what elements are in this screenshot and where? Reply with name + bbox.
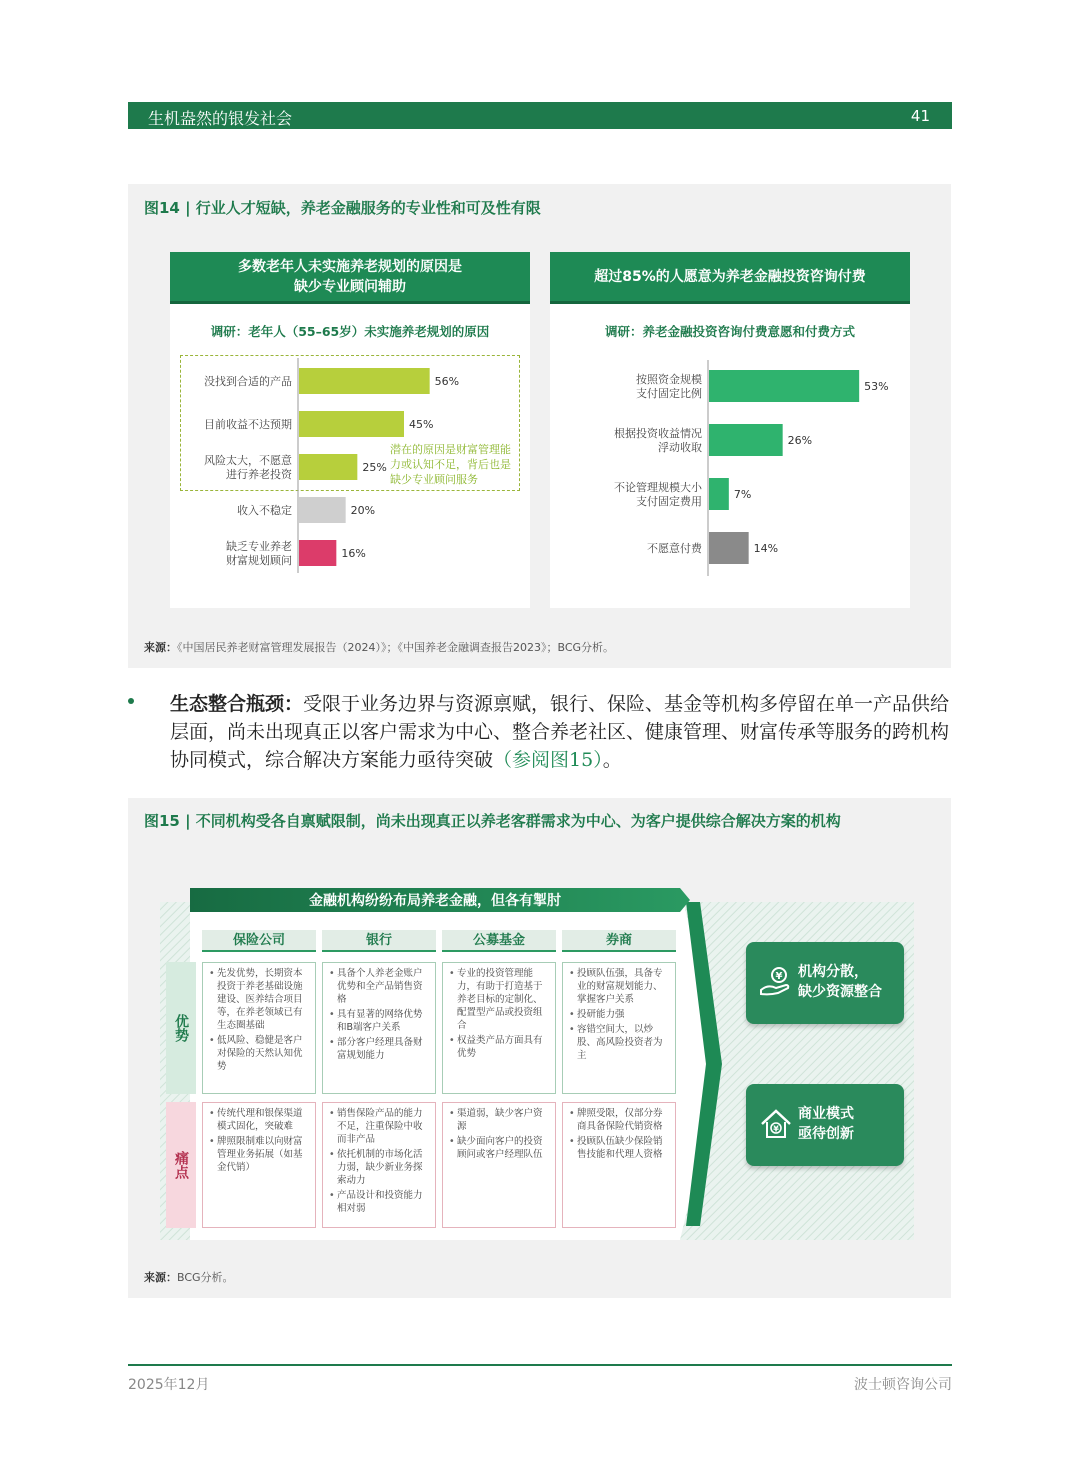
outcome-1-line1: 机构分散， <box>798 964 868 980</box>
fig14-source-text: 《中国居民养老财富管理发展报告（2024）》；《中国养老金融调查报告2023》；BCG分析。 <box>177 641 615 654</box>
cell-bullet-item: • 先发优势，长期资本投资于养老基础设施建设、医养结合项目等，在养老领域已有生态圈基础 <box>209 967 311 1032</box>
bullet-lead: 生态整合瓶颈： <box>170 693 304 715</box>
bar-value-label: 26% <box>787 434 813 447</box>
cell-bullet-item: • 投顾队伍缺少保险销售技能和代理人资格 <box>569 1135 671 1161</box>
outcome-1-line2: 缺少资源整合 <box>798 984 882 1000</box>
fig14-right-subtitle: 调研：养老金融投资咨询付费意愿和付费方式 <box>604 324 855 339</box>
bar-value-label: 14% <box>753 542 779 555</box>
advantage-cell-insurance <box>202 962 316 1094</box>
fig14-annotation: 潜在的原因是财富管理能力或认知不足，背后也是缺少专业顾问服务 <box>390 443 511 486</box>
bar-category-label: 不愿意付费 <box>647 542 702 555</box>
hand-coin-icon <box>758 964 794 1006</box>
row-label-pain-points <box>166 1102 196 1228</box>
cell-bullet-item: • 渠道弱，缺少客户资源 <box>449 1107 551 1133</box>
bar-category-label: 浮动收取 <box>658 441 702 454</box>
advantage-cell-securities <box>562 962 676 1094</box>
bar-value-label: 25% <box>362 461 387 474</box>
svg-text:¥: ¥ <box>773 1124 779 1134</box>
bar-category-label: 缺乏专业养老 <box>226 540 292 553</box>
cell-bullet-item: • 销售保险产品的能力不足，注重保险中收而非产品 <box>329 1107 431 1146</box>
pain-point-cell-mutual-fund <box>442 1102 556 1228</box>
cell-bullet-item: • 部分客户经理具备财富规划能力 <box>329 1036 431 1062</box>
footer-company: 波士顿咨询公司 <box>854 1377 952 1393</box>
bar-value-label: 53% <box>864 380 889 393</box>
column-header-securities: 券商 <box>562 930 676 952</box>
fig14-left-subtitle: 调研：老年人（55–65岁）未实施养老规划的原因 <box>210 324 490 339</box>
cell-bullet-item: • 容错空间大，以炒股、高风险投资者为主 <box>569 1023 671 1062</box>
bar-category-label: 目前收益不达预期 <box>204 418 292 431</box>
outcome-2-line1: 商业模式 <box>798 1106 854 1122</box>
bar-category-label: 没找到合适的产品 <box>204 375 292 388</box>
cell-bullet-item: • 投顾队伍强，具备专业的财富规划能力、掌握客户关系 <box>569 967 671 1006</box>
fig15-source-text: BCG分析。 <box>177 1271 234 1284</box>
pain-point-cell-securities <box>562 1102 676 1228</box>
cell-bullet-item: • 投研能力强 <box>569 1008 671 1021</box>
row-label-advantages-text: 优势 <box>173 1014 189 1042</box>
fig14-right-header-text: 超过85%的人愿意为养老金融投资咨询付费 <box>594 268 866 285</box>
bar-category-label: 支付固定比例 <box>636 387 702 400</box>
figure-15-reference-link[interactable]: （参阅图15） <box>493 749 603 771</box>
column-header-mutual-fund: 公募基金 <box>442 930 556 952</box>
cell-bullet-item: • 依托机制的市场化活力弱，缺少新业务探索动力 <box>329 1148 431 1187</box>
fig14-left-header-line1: 多数老年人未实施养老规划的原因是 <box>238 258 462 275</box>
cell-bullet-item: • 牌照限制难以向财富管理业务拓展（如基金代销） <box>209 1135 311 1174</box>
pain-point-cell-bank <box>322 1102 436 1228</box>
advantage-cell-bank <box>322 962 436 1094</box>
outcome-2-text <box>798 1104 898 1144</box>
column-header-bank: 银行 <box>322 930 436 952</box>
figure-14-title: 图14 | 行业人才短缺，养老金融服务的专业性和可及性有限 <box>144 199 541 217</box>
fig15-source-label: 来源： <box>144 1271 177 1284</box>
bar-category-label: 按照资金规模 <box>636 373 702 386</box>
header-title: 生机盎然的银发社会 <box>148 109 293 128</box>
fig14-left-header-line2: 缺少专业顾问辅助 <box>294 278 406 295</box>
outcome-card-business-model <box>746 1084 904 1166</box>
cell-bullet-item: • 低风险、稳健是客户对保险的天然认知优势 <box>209 1034 311 1073</box>
bar-value-label: 45% <box>409 418 434 431</box>
column-header-insurance: 保险公司 <box>202 930 316 952</box>
footer-date: 2025年12月 <box>128 1377 210 1393</box>
cell-bullet-item: • 权益类产品方面具有优势 <box>449 1034 551 1060</box>
bar-category-label: 不论管理规模大小 <box>614 481 702 494</box>
cell-bullet-item: • 牌照受限，仅部分券商具备保险代销资格 <box>569 1107 671 1133</box>
outcome-card-fragmented <box>746 942 904 1024</box>
bullet-end: 。 <box>602 749 622 771</box>
figure-15-title: 图15 | 不同机构受各自禀赋限制，尚未出现真正以养老客群需求为中心、为客户提供综合解决方案的机构 <box>144 812 841 830</box>
house-coin-icon <box>758 1106 794 1148</box>
cell-bullet-item: • 具有显著的网络优势和B端客户关系 <box>329 1008 431 1034</box>
pain-point-cell-insurance <box>202 1102 316 1228</box>
page-number: 41 <box>910 107 930 125</box>
bar-category-label: 进行养老投资 <box>226 468 292 481</box>
bar-category-label: 风险太大，不愿意 <box>204 454 292 467</box>
cell-bullet-item: • 传统代理和银保渠道模式固化，突破难 <box>209 1107 311 1133</box>
svg-text:¥: ¥ <box>775 971 783 982</box>
bar-value-label: 20% <box>350 504 376 517</box>
bullet-body: 受限于业务边界与资源禀赋，银行、保险、基金等机构多停留在单一产品供给层面，尚未出现真正以客户需求为中心、整合养老社区、健康管理、财富传承等服务的跨机构协同模式，综合解决方案能力亟待突破 <box>170 693 950 771</box>
bar-category-label: 财富规划顾问 <box>226 554 292 567</box>
fig14-source-label: 来源： <box>144 641 177 654</box>
cell-bullet-item: • 产品设计和投资能力相对弱 <box>329 1189 431 1215</box>
footer-divider <box>128 1364 952 1366</box>
outcome-2-line2: 亟待创新 <box>798 1126 854 1142</box>
bar-value-label: 7% <box>733 488 752 501</box>
bar-category-label: 收入不稳定 <box>237 504 292 517</box>
bar-category-label: 支付固定费用 <box>636 495 702 508</box>
fig15-banner: 金融机构纷纷布局养老金融，但各有掣肘 <box>309 893 561 909</box>
bar-category-label: 根据投资收益情况 <box>614 427 702 440</box>
bar-value-label: 16% <box>341 547 366 560</box>
cell-bullet-item: • 具备个人养老金账户优势和全产品销售资格 <box>329 967 431 1006</box>
row-label-advantages <box>166 962 196 1094</box>
outcome-1-text <box>798 962 898 1002</box>
bar-value-label: 56% <box>434 375 460 388</box>
cell-bullet-item: • 专业的投资管理能力，有助于打造基于养老目标的定制化、配置型产品或投资组合 <box>449 967 551 1032</box>
advantage-cell-mutual-fund <box>442 962 556 1094</box>
row-label-pain-points-text: 痛点 <box>173 1151 189 1179</box>
cell-bullet-item: • 缺少面向客户的投资顾问或客户经理队伍 <box>449 1135 551 1161</box>
